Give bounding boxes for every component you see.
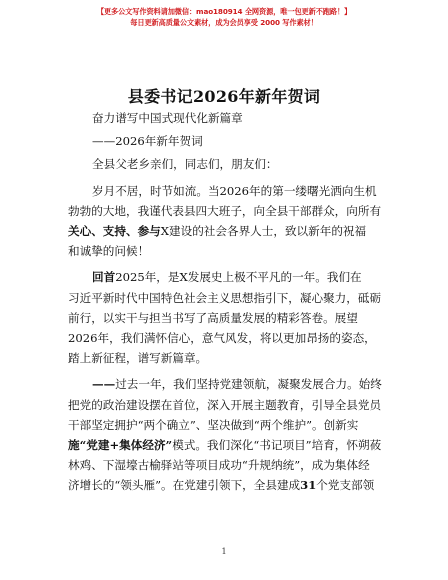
- paragraph-2: 回首2025年，是X发展史上极不平凡的一年。我们在 习近平新时代中国特色社会主义思想指引下，凝心聚力，砥砺 前行，以实干与担当书写了高质量发展的精彩答卷。展望 2026年，我们满怀信心，意气风发，将以更加昂扬的姿态， 踏上新征程，谱写新篇章。: [68, 270, 382, 366]
- greeting: 全县父老乡亲们，同志们，朋友们：: [92, 157, 278, 172]
- banner-line-1: 【更多公文写作资料请加微信：mao180914 全网资源，唯一包更新不跑路！】: [96, 7, 352, 16]
- document-body: [68, 108, 386, 496]
- banner-line-2: 每日更新高质量公文素材，成为会员享受 2000 写作素材！: [130, 18, 318, 27]
- document-title: 县委书记2026年新年贺词: [127, 87, 321, 106]
- dateline: ——2026年新年贺词: [92, 134, 203, 149]
- page-number: 1: [221, 547, 227, 556]
- subtitle: 奋力谱写中国式现代化新篇章: [92, 111, 243, 125]
- paragraph-1: 岁月不居，时节如流。当2026年的第一缕曙光洒向生机 勃勃的大地，我谨代表县四大班子，向全县干部群众，向所有 关心、支持、参与X建设的社会各界人士，致以新年的祝福 和诚挚的问候！: [68, 183, 382, 259]
- paragraph-3: ——过去一年，我们坚持党建领航，凝聚发展合力。始终 把党的政治建设摆在首位，深入开展主题教育，引导全县党员 干部坚定拥护“两个确立”、坚决做到“两个维护”。创新实 施“党建+集体经济”模式。我们深化“书记项目”培育，怀朔莜 林鸡、下湿壕古榆驿站等项目成功“升规纳统”，成为集体经 济增长的“领头雁”。在党建引领下，全县建成31个党支部领: [68, 377, 382, 493]
- promo-banner: [0, 6, 448, 28]
